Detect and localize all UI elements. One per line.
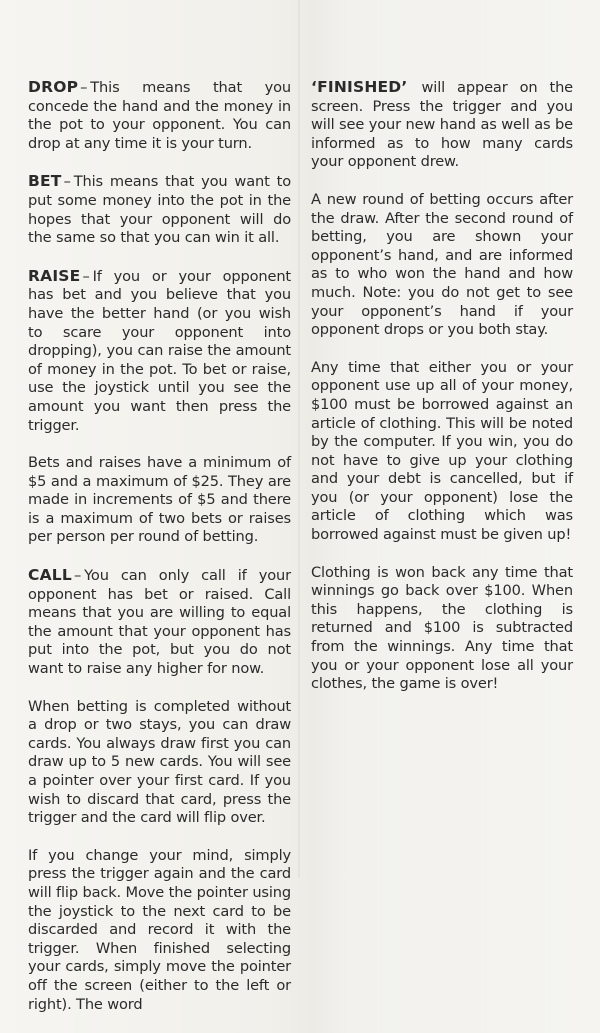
page-crease xyxy=(298,0,300,877)
paragraph-finished xyxy=(311,78,573,172)
paragraph-text: This means that you want to put some money into the pot in the hopes that your opponent will do the same so that you can win it all. xyxy=(28,173,291,247)
paragraph-change-mind: If you change your mind, simply press the trigger again and the card will flip back. Move the pointer using the joystick to the next card to be discarded and record it with the trigger. When finished selecting your cards, simply move the pointer off the screen (either to the left or right). The word xyxy=(28,846,291,1013)
term-finished: ‘FINISHED’ xyxy=(311,78,408,96)
paragraph-raise: RAISE – If you or your opponent has bet and you believe that you have the better hand (or you wish to scare your opponent into dropping), you can raise the amount of money in the pot. To bet or raise, use the joystick until you see the amount you want then press the trigger. xyxy=(28,266,291,434)
left-column xyxy=(28,78,291,1033)
paragraph-bet: BET – This means that you want to put some money into the pot in the hopes that your opponent will do the same so that you can win it all. xyxy=(28,172,291,247)
term-bet: BET xyxy=(28,172,62,191)
paragraph-text: will appear on the screen. Press the trigger and you will see your new hand as well as be informed as to how many cards your opponent drew. xyxy=(311,79,573,171)
paragraph-call: CALL – You can only call if your opponent has bet or raised. Call means that you are willing to equal the amount that your opponent has put into the pot, but you do not want to raise any higher for now. xyxy=(28,566,291,678)
paragraph-drop: DROP – This means that you concede the hand and the money in the pot to your opponent. You can drop at any time it is your turn. xyxy=(28,78,291,152)
paragraph-bet-limits: Bets and raises have a minimum of $5 and a maximum of $25. They are made in increments of $5 and there is a maximum of two bets or raises per person per round of betting. xyxy=(28,454,291,546)
paragraph-draw: When betting is completed without a drop or two stays, you can draw cards. You always draw first you can draw up to 5 new cards. You will see a pointer over your first card. If you wish to discard that card, press the trigger and the card will flip over. xyxy=(28,697,291,827)
paragraph-new-round: A new round of betting occurs after the draw. After the second round of betting, you are shown your opponent’s hand, and are informed as to who won the hand and how much. Note: you do not get to see your opponent’s hand if your opponent drops or you both stay. xyxy=(311,190,573,339)
paragraph-text: This means that you concede the hand and the money in the pot to your opponent. You can drop at any time it is your turn. xyxy=(28,79,291,152)
term-call: CALL xyxy=(28,566,72,585)
paragraph-clothing-won: Clothing is won back any time that winnings go back over $100. When this happens, the clothing is returned and $100 is subtracted from the winnings. Any time that you or your opponent lose all your clothes, the game is over! xyxy=(311,563,573,693)
right-column xyxy=(311,78,573,713)
term-drop: DROP xyxy=(28,78,79,96)
term-raise: RAISE xyxy=(28,266,81,285)
paragraph-text: If you or your opponent has bet and you believe that you have the better hand (or you wish to scare your opponent into dropping), you can raise the amount of money in the pot. To bet or raise, use the joystick until you see the amount you want then press the trigger. xyxy=(28,267,291,434)
paragraph-borrow: Any time that either you or your opponent use up all of your money, $100 must be borrowed against an article of clothing. This will be noted by the computer. If you win, you do not have to give up your clothing and your debt is cancelled, but if you (or your opponent) lose the article of clothing which was borrowed against must be given up! xyxy=(311,358,573,544)
paragraph-text: You can only call if your opponent has bet or raised. Call means that you are willing to equal the amount that your opponent has put into the pot, but you do not want to raise any higher for now. xyxy=(28,567,291,678)
